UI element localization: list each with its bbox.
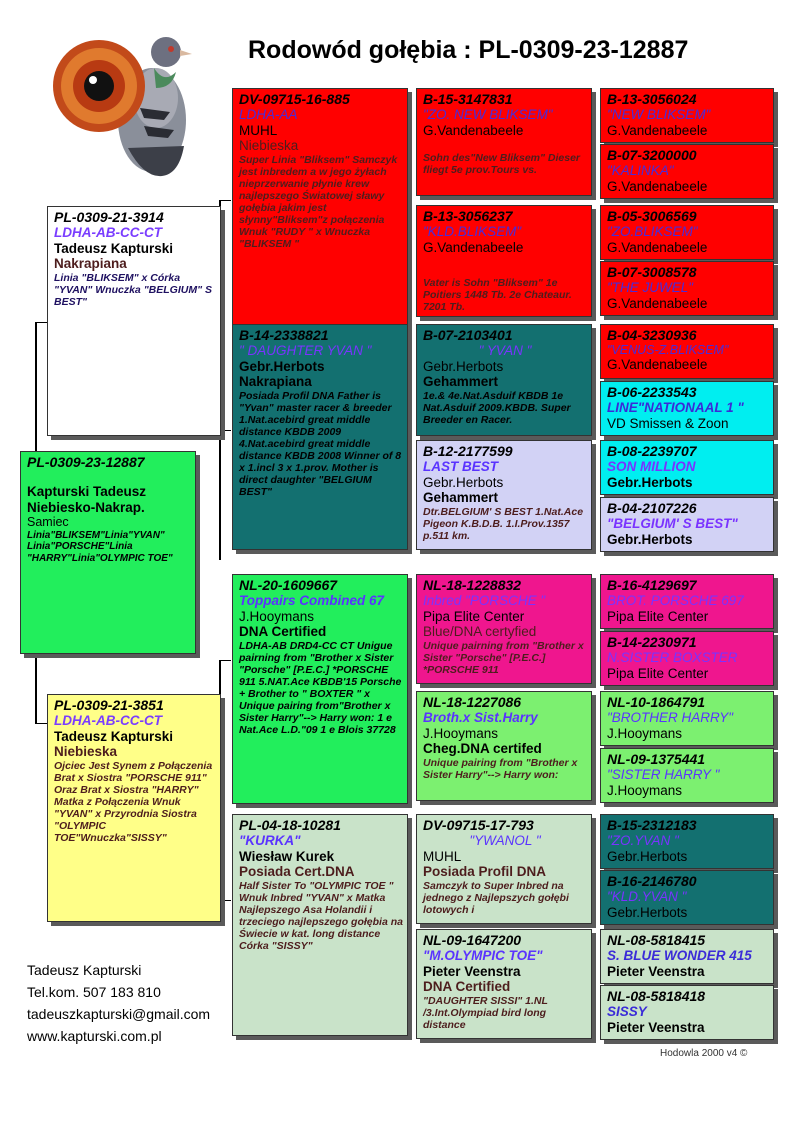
notes: Samczyk to Super Inbred na jednego z Najlepszych gołębi lotowych i bbox=[423, 879, 569, 916]
gen4-card-7 bbox=[600, 440, 774, 495]
notes: Dtr.BELGIUM' S BEST 1.Nat.Ace Pigeon K.B.D.B. 1.I.Prov.1357 p.511 km. bbox=[423, 505, 584, 542]
pigeon-eye-logo bbox=[44, 28, 194, 178]
contact-email[interactable]: tadeuszkapturski@gmail.com bbox=[27, 1006, 211, 1022]
pigeon-name: "NEW BLIKSEM" bbox=[607, 107, 711, 123]
ring-number: B-16-4129697 bbox=[607, 577, 697, 593]
gen3-card-3 bbox=[416, 324, 592, 436]
notes: Linia "BLIKSEM" x Córka "YVAN" Wnuczka "BELGIUM" S BEST" bbox=[54, 271, 212, 308]
ring-number: B-07-2103401 bbox=[423, 327, 513, 343]
owner: Gebr.Herbots bbox=[607, 531, 693, 547]
owner: Kapturski Tadeusz bbox=[27, 484, 147, 500]
pigeon-name: Toppairs Combined 67 bbox=[239, 593, 385, 609]
notes: LDHA-AB DRD4-CC CT Unigue pairning from "Brother x Sister "Porsche" [P.E.C.] *PORSCHE 911 5.NAT.Ace KBDB'15 Porsche + Brother to " BOXTER " x Unique pairing from"Brother x Sister Harry"--> Harry won: 1 e Nat.Ace L.D."09 1 e Blois 37728 bbox=[239, 639, 402, 737]
gen4-card-8 bbox=[600, 497, 774, 552]
ring-number: NL-08-5818415 bbox=[607, 932, 706, 948]
gen4-card-11 bbox=[600, 691, 774, 746]
notes: Super Linia "Bliksem" Samczyk jest inbredem a w jego żyłach nieprzerwanie płynie krew najlepszego Światowej sławy gołębia jakim jest słynny"Bliksem"z połączenia Wnuk "RUDY " x Wnuczka "BLIKSEM " bbox=[239, 153, 398, 251]
page-title: Rodowód gołębia : PL-0309-23-12887 bbox=[248, 36, 689, 64]
gen3-card-8 bbox=[416, 929, 592, 1039]
owner: Pieter Veenstra bbox=[423, 963, 521, 979]
pigeon-name: "KALINKA" bbox=[607, 163, 674, 179]
color: Posiada Cert.DNA bbox=[239, 864, 355, 880]
owner: G.Vandenabeele bbox=[607, 239, 708, 255]
pigeon-name: LAST BEST bbox=[423, 459, 499, 475]
ring-number: NL-10-1864791 bbox=[607, 694, 706, 710]
gen3-card-5 bbox=[416, 574, 592, 684]
footer-version: Hodowla 2000 v4 © bbox=[660, 1048, 748, 1059]
contact-name: Tadeusz Kapturski bbox=[27, 962, 142, 978]
subject-card bbox=[20, 451, 196, 654]
ring-number: B-15-2312183 bbox=[607, 817, 697, 833]
owner: J.Hooymans bbox=[607, 725, 683, 741]
pigeon-name: "SISTER HARRY " bbox=[607, 767, 720, 783]
pigeon-name: SISSY bbox=[607, 1004, 647, 1020]
gen4-card-2 bbox=[600, 144, 774, 199]
ring-number: B-08-2239707 bbox=[607, 443, 697, 459]
gen3-card-6 bbox=[416, 691, 592, 801]
gen4-card-3 bbox=[600, 205, 774, 260]
ring-number: NL-09-1375441 bbox=[607, 751, 706, 767]
gen4-card-14 bbox=[600, 870, 774, 925]
owner: MUHL bbox=[423, 848, 462, 864]
color: DNA Certified bbox=[423, 979, 511, 995]
notes: Vater is Sohn "Bliksem" 1e Poitiers 1448 Tb. 2e Chateaur. 7201 Tb. bbox=[423, 277, 572, 314]
gen3-card-7 bbox=[416, 814, 592, 924]
pigeon-name: "BELGIUM' S BEST" bbox=[607, 516, 738, 532]
pedigree-connector bbox=[219, 660, 231, 661]
gen4-card-12 bbox=[600, 748, 774, 803]
dam-card bbox=[47, 694, 221, 922]
ring-number: DV-09715-17-793 bbox=[423, 817, 534, 833]
color: Cheg.DNA certifed bbox=[423, 741, 542, 757]
pigeon-name: SON MILLION bbox=[607, 459, 696, 475]
owner: MUHL bbox=[239, 122, 278, 138]
dam-dam-card bbox=[232, 814, 408, 1036]
ring-number: B-12-2177599 bbox=[423, 443, 513, 459]
ring-number: B-14-2338821 bbox=[239, 327, 329, 343]
owner: J.Hooymans bbox=[423, 725, 499, 741]
owner: Wiesław Kurek bbox=[239, 848, 335, 864]
owner: G.Vandenabeele bbox=[607, 122, 708, 138]
ring-number: B-14-2230971 bbox=[607, 634, 697, 650]
pedigree-connector bbox=[35, 322, 47, 323]
owner: J.Hooymans bbox=[607, 782, 683, 798]
pigeon-name: S. BLUE WONDER 415 bbox=[607, 948, 752, 964]
ring-number: B-07-3200000 bbox=[607, 147, 697, 163]
ring-number: B-05-3006569 bbox=[607, 208, 697, 224]
color: Posiada Profil DNA bbox=[423, 864, 547, 880]
ring-number: PL-04-18-10281 bbox=[239, 817, 341, 833]
notes: 1e.& 4e.Nat.Asduif KBDB 1e Nat.Asduif 2009.KBDB. Super Breeder en Racer. bbox=[423, 389, 571, 426]
notes: Linia"BLIKSEM"Linia"YVAN" Linia"PORSCHE"Linia "HARRY"Linia"OLYMPIC TOE" bbox=[27, 529, 173, 564]
owner: J.Hooymans bbox=[239, 608, 315, 624]
ring-number: DV-09715-16-885 bbox=[239, 91, 350, 107]
ring-number: NL-08-5818418 bbox=[607, 988, 706, 1004]
owner: Pieter Veenstra bbox=[607, 1019, 705, 1035]
color: Niebieska bbox=[239, 138, 299, 154]
sire-sire-card bbox=[232, 88, 408, 344]
owner: G.Vandenabeele bbox=[423, 122, 524, 138]
ring-number: PL-0309-23-12887 bbox=[27, 454, 145, 470]
contact-phone: Tel.kom. 507 183 810 bbox=[27, 984, 161, 1000]
gen4-card-16 bbox=[600, 985, 774, 1040]
owner: Gebr.Herbots bbox=[423, 474, 504, 490]
pedigree-connector bbox=[35, 723, 47, 724]
sire-card bbox=[47, 206, 221, 436]
pigeon-name: " DAUGHTER YVAN " bbox=[239, 343, 372, 359]
pigeon-name: "KLD.BLIKSEM" bbox=[423, 224, 522, 240]
pigeon-name: "ZO. NEW BLIKSEM" bbox=[423, 107, 553, 123]
owner: Pieter Veenstra bbox=[607, 963, 705, 979]
owner: Gebr.Herbots bbox=[239, 358, 325, 374]
notes: Ojciec Jest Synem z Połączenia Brat x Siostra "PORSCHE 911" Oraz Brat x Siostra "HARRY" Matka z Połączenia Wnuk "YVAN" x Przyrodnia Siostra "OLYMPIC TOE"Wnuczka"SISSY" bbox=[54, 759, 213, 845]
ring-number: B-04-3230936 bbox=[607, 327, 697, 343]
pigeon-name: "BROTHER HARRY" bbox=[607, 710, 734, 726]
pedigree-connector bbox=[219, 200, 231, 201]
pigeon-name: "ZO.YVAN " bbox=[607, 833, 679, 849]
owner: G.Vandenabeele bbox=[607, 295, 708, 311]
pigeon-name: "THE JUWEL" bbox=[607, 280, 694, 296]
gen4-card-6 bbox=[600, 381, 774, 436]
gen4-card-10 bbox=[600, 631, 774, 686]
owner: Pipa Elite Center bbox=[423, 608, 525, 624]
color: DNA Certified bbox=[239, 624, 327, 640]
pigeon-name: "VENUS-Z.BLIKSEM" bbox=[607, 343, 729, 358]
ring-number: B-13-3056024 bbox=[607, 91, 697, 107]
pigeon-name: "KLD.YVAN " bbox=[607, 889, 687, 905]
owner: Gebr.Herbots bbox=[607, 848, 688, 864]
owner: G.Vandenabeele bbox=[607, 357, 708, 373]
owner: Gebr.Herbots bbox=[607, 904, 688, 920]
ring-number: NL-18-1227086 bbox=[423, 694, 522, 710]
dam-sire-card bbox=[232, 574, 408, 804]
owner: Pipa Elite Center bbox=[607, 665, 709, 681]
gen4-card-5 bbox=[600, 324, 774, 379]
color: Nakrapiana bbox=[54, 256, 127, 272]
ring-number: PL-0309-21-3914 bbox=[54, 209, 164, 225]
color: Niebiesko-Nakrap. bbox=[27, 499, 145, 515]
sire-dam-card bbox=[232, 324, 408, 550]
pigeon-name: LINE"NATIONAAL 1 " bbox=[607, 400, 744, 416]
gen4-card-9 bbox=[600, 574, 774, 629]
pigeon-name: "YWANOL " bbox=[469, 833, 541, 849]
color: Gehammert bbox=[423, 374, 499, 390]
pigeon-name: "ZO.BLIKSEM" bbox=[607, 224, 698, 240]
contact-website[interactable]: www.kapturski.com.pl bbox=[27, 1028, 162, 1044]
ring-number: B-15-3147831 bbox=[423, 91, 513, 107]
color: Blue/DNA certyfied bbox=[423, 624, 537, 640]
notes: Half Sister To "OLYMPIC TOE " Wnuk Inbred "YVAN" x Matka Najlepszego Asa Holandii i trzeciego najlepszego gołębia na Świecie w kat. long distance Córka "SISSY" bbox=[239, 879, 403, 952]
owner: Tadeusz Kapturski bbox=[54, 728, 174, 744]
ring-number: NL-09-1647200 bbox=[423, 932, 522, 948]
pigeon-name: LDHA-AB-CC-CT bbox=[54, 225, 162, 241]
owner: G.Vandenabeele bbox=[423, 239, 524, 255]
notes: "DAUGHTER SISSI" 1.NL /3.Int.Olympiad bird long distance bbox=[423, 994, 548, 1031]
notes: Sohn des"New Bliksem" Dieser fliegt 5e prov.Tours vs. bbox=[423, 152, 581, 177]
ring-number: B-16-2146780 bbox=[607, 873, 697, 889]
color: Nakrapiana bbox=[239, 374, 312, 390]
pigeon-name: " YVAN " bbox=[478, 343, 532, 359]
color: Niebieska bbox=[54, 744, 118, 760]
ring-number: NL-20-1609667 bbox=[239, 577, 338, 593]
gen4-card-15 bbox=[600, 929, 774, 984]
ring-number: B-13-3056237 bbox=[423, 208, 513, 224]
pigeon-name: LDHA-AB-CC-CT bbox=[54, 713, 162, 729]
gen3-card-1 bbox=[416, 88, 592, 196]
pigeon-name: "M.OLYMPIC TOE" bbox=[423, 948, 543, 964]
owner: VD Smissen & Zoon bbox=[607, 415, 729, 431]
gen3-card-4 bbox=[416, 440, 592, 550]
gen3-card-2 bbox=[416, 205, 592, 317]
owner: Gebr.Herbots bbox=[423, 358, 504, 374]
color: Gehammert bbox=[423, 490, 499, 506]
pigeon-name: LDHA-AA bbox=[239, 107, 298, 123]
ring-number: B-07-3008578 bbox=[607, 264, 697, 280]
ring-number: B-04-2107226 bbox=[607, 500, 697, 516]
ring-number: NL-18-1228832 bbox=[423, 577, 522, 593]
pigeon-name: BROT. PORSCHE 697 bbox=[607, 593, 744, 609]
gen4-card-4 bbox=[600, 261, 774, 316]
ring-number: B-06-2233543 bbox=[607, 384, 697, 400]
owner: Tadeusz Kapturski bbox=[54, 240, 174, 256]
owner: Pipa Elite Center bbox=[607, 608, 709, 624]
notes: Unique pairning from "Brother x Sister "Porsche" [P.E.C.] *PORSCHE 911 bbox=[423, 639, 584, 676]
pigeon-name: Inbred "PORSCHE " bbox=[423, 593, 546, 609]
gen4-card-1 bbox=[600, 88, 774, 143]
notes: Posiada Profil DNA Father is "Yvan" master racer & breeder 1.Nat.acebird great middle distance KBDB 2009 4.Nat.acebird great middle distance KBDB 2008 Winner of 8 x 1.incl 3 x 1.prov. Mother is direct daughter "BELGIUM BEST" bbox=[239, 389, 402, 499]
pigeon-name: Broth.x Sist.Harry bbox=[423, 710, 538, 726]
pigeon-name: "KURKA" bbox=[239, 833, 301, 849]
notes: Unique pairing from "Brother x Sister Harry"--> Harry won: bbox=[423, 756, 578, 781]
gen4-card-13 bbox=[600, 814, 774, 869]
pigeon-name: N.SISTER BOXSTER bbox=[607, 650, 738, 666]
sex: Samiec bbox=[27, 515, 69, 530]
owner: Gebr.Herbots bbox=[607, 474, 693, 490]
ring-number: PL-0309-21-3851 bbox=[54, 697, 164, 713]
owner: G.Vandenabeele bbox=[607, 178, 708, 194]
